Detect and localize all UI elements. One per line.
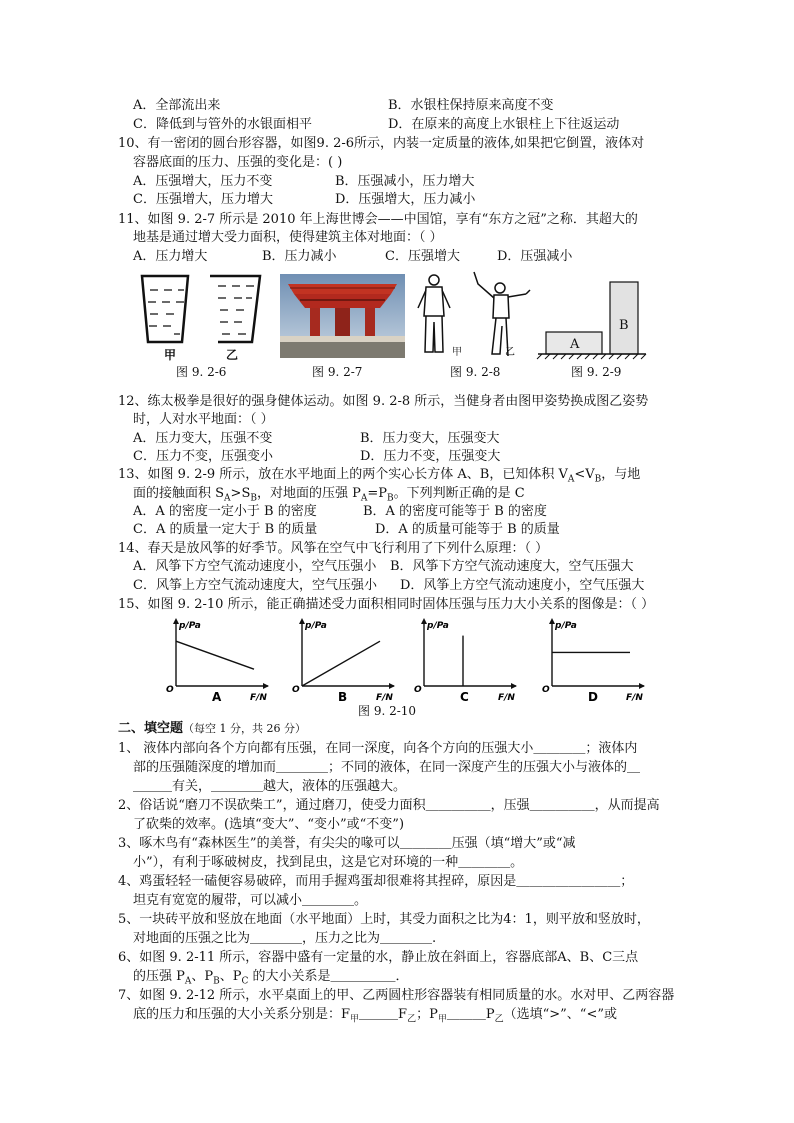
chart-A-origin: O — [166, 685, 174, 695]
q13-p-sub-b: B — [387, 493, 394, 504]
q14-option-a: A．风筝下方空气流动速度小，空气压强小 — [133, 559, 377, 574]
fill1-line1: 1、 液体内部向各个方向都有压强，在同一深度，向各个方向的压强大小＿＿＿＿；液体内 — [118, 741, 638, 756]
chart-B-xlabel: F/N — [376, 693, 393, 703]
q13-option-c: C．A 的质量一定大于 B 的质量 — [133, 522, 318, 537]
q13-line2-mid: ，对地面的压强 P — [256, 486, 361, 501]
q13-option-b: B．A 的密度可能等于 B 的密度 — [363, 504, 547, 519]
fill6-sub-a: A — [184, 976, 192, 987]
q13-line1-text: 13、如图 9. 2-9 所示，放在水平地面上的两个实心长方体 A、B，已知体积 V — [118, 467, 568, 482]
section-2-title-text: 二、填空题 — [118, 721, 184, 736]
fill2-line2: 了砍柴的效率。(选填“变大”、“变小”或“不变”) — [133, 817, 405, 832]
chart-B-series-line — [302, 641, 380, 686]
fill7-m1: ＿＿＿F — [359, 1007, 408, 1022]
q13-line1-end: ，与地 — [601, 467, 641, 482]
chart-B-label: B — [338, 690, 348, 704]
caption-9-2-6: 图 9. 2-6 — [176, 365, 227, 379]
q13-s-sub-a: A — [224, 493, 231, 504]
section-2-title — [118, 720, 306, 738]
fill6-m2: 、P — [219, 969, 242, 984]
fill6-sub-b: B — [213, 976, 220, 987]
fill6-sub-c: C — [241, 976, 249, 987]
q11-option-a: A．压力增大 — [133, 249, 208, 264]
chart-A-xlabel: F/N — [250, 693, 267, 703]
fill3-line2: 小”），有利于啄破树皮，找到昆虫，这是它对环境的一种＿＿＿＿。 — [133, 855, 524, 870]
fill5-line2: 对地面的压强之比为＿＿＿＿，压力之比为＿＿＿＿. — [133, 931, 437, 946]
fill6-line2-end: 的大小关系是＿＿＿＿＿． — [248, 969, 409, 984]
caption-9-2-10: 图 9. 2-10 — [358, 704, 417, 718]
q15-line1: 15、如图 9. 2-10 所示，能正确描述受力面积相同时固体压强与压力大小关系的图像是：（ ） — [118, 597, 655, 612]
q10-line2: 容器底面的压力、压强的变化是：( ) — [133, 155, 343, 170]
q13-p-sub-a: A — [360, 493, 368, 504]
fill7-sub-yi2: 乙 — [494, 1014, 504, 1025]
q14-option-d: D．风筝上方空气流动速度小，空气压强大 — [400, 578, 645, 593]
fill7-m3: ＿＿＿P — [446, 1007, 495, 1022]
chart-D-xlabel: F/N — [626, 693, 643, 703]
q14-option-b: B．风筝下方空气流动速度大，空气压强大 — [390, 559, 634, 574]
label-jia-928: 甲 — [452, 347, 462, 358]
q10-option-b: B．压强减小，压力增大 — [335, 174, 475, 189]
q12-option-a: A．压力变大，压强不变 — [133, 431, 273, 446]
chart-D-label: D — [588, 690, 598, 704]
label-yi-926: 乙 — [226, 348, 239, 362]
figure-9-2-10-charts — [160, 614, 643, 704]
fill7-sub-yi: 乙 — [407, 1014, 417, 1025]
chart-A-ylabel: p/Pa — [179, 621, 201, 631]
q14-option-c: C．风筝上方空气流动速度大，空气压强小 — [133, 578, 377, 593]
fill6-m1: 、P — [191, 969, 214, 984]
label-yi-928: 乙 — [505, 347, 515, 358]
q10-option-c: C．压强增大，压力增大 — [133, 192, 273, 207]
fill2-line1: 2、俗话说“磨刀不误砍柴工”，通过磨刀，使受力面积＿＿＿＿＿，压强＿＿＿＿＿，从而提高 — [118, 798, 660, 813]
q14-line1: 14、春天是放风筝的好季节。风筝在空气中飞行利用了下列什么原理：（ ） — [118, 541, 549, 556]
fill1-line3: ＿＿＿有关，＿＿＿＿越大，液体的压强越大。 — [133, 779, 407, 794]
fill7-line2 — [133, 1006, 617, 1029]
q10-option-d: D．压强增大，压力减小 — [335, 192, 476, 207]
fill4-line1: 4、鸡蛋轻轻一磕便容易破碎，而用手握鸡蛋却很难将其捏碎，原因是＿＿＿＿＿＿＿＿； — [118, 874, 634, 889]
person-jia — [418, 275, 450, 352]
chart-D-x-arrow — [639, 683, 645, 689]
q12-option-b: B．压力变大，压强变大 — [360, 431, 500, 446]
chart-D-origin: O — [542, 685, 550, 695]
q13-eq: =P — [367, 486, 388, 501]
option-a: A．全部流出来 — [133, 98, 221, 113]
container-jia — [142, 276, 188, 342]
chart-A-label: A — [212, 690, 222, 704]
q11-option-d: D．压强减小 — [497, 249, 573, 264]
chart-C-xlabel: F/N — [498, 693, 515, 703]
container-yi — [210, 276, 260, 342]
fill1-line2: 部的压强随深度的增加而＿＿＿＿；不同的液体，在同一深度产生的压强大小与液体的＿ — [133, 760, 641, 775]
q13-line2-pre: 面的接触面积 S — [133, 486, 225, 501]
q13-option-a: A．A 的密度一定小于 B 的密度 — [133, 504, 317, 519]
chart-B-ylabel: p/Pa — [305, 621, 327, 631]
fill7-sub-jia: 甲 — [350, 1014, 360, 1025]
label-jia-926: 甲 — [164, 348, 177, 362]
fill7-sub-jia2: 甲 — [437, 1014, 447, 1025]
fill5-line1: 5、一块砖平放和竖放在地面（水平地面）上时，其受力面积之比为4：1，则平放和竖放时， — [118, 912, 650, 927]
chart-C-ylabel: p/Pa — [427, 621, 449, 631]
q12-line1: 12、练太极拳是很好的强身健体运动。如图 9. 2-8 所示，当健身者由图甲姿势换成图乙姿势 — [118, 394, 649, 409]
q13-option-d: D．A 的质量可能等于 B 的质量 — [375, 522, 560, 537]
chart-C-origin: O — [414, 685, 422, 695]
section-2-note: （每空 1 分，共 26 分） — [183, 722, 306, 735]
fill6-line1: 6、如图 9. 2-11 所示，容器中盛有一定量的水，静止放在斜面上，容器底部A、B、C三点 — [118, 950, 639, 965]
q11-line1: 11、如图 9. 2-7 所示是 2010 年上海世博会——中国馆，享有“东方之冠”之称．其超大的 — [118, 212, 638, 227]
fill3-line1: 3、啄木鸟有“森林医生”的美誉，有尖尖的喙可以＿＿＿＿压强（填“增大”或“减 — [118, 836, 576, 851]
fill7-line1: 7、如图 9. 2-12 所示，水平桌面上的甲、乙两圆柱形容器装有相同质量的水。水对甲、乙两容器 — [118, 988, 675, 1003]
q13-gt: >S — [230, 486, 251, 501]
figure-9-2-9-blocks — [536, 278, 648, 360]
label-block-b: B — [619, 318, 629, 333]
chart-C-x-arrow — [511, 683, 517, 689]
chart-A-series-line — [176, 641, 254, 669]
q12-option-d: D．压力不变，压强变大 — [360, 449, 501, 464]
q10-option-a: A．压强增大，压力不变 — [133, 174, 273, 189]
option-b: B．水银柱保持原来高度不变 — [388, 98, 554, 113]
q11-line2: 地基是通过增大受力面积，使得建筑主体对地面：（ ） — [133, 230, 443, 245]
fill7-line2-end: （选填“>”、“<”或 — [503, 1007, 617, 1022]
option-d: D．在原来的高度上水银柱上下往返运动 — [388, 117, 620, 132]
fill7-m2: ；P — [416, 1007, 438, 1022]
q13-line2-end: 。下列判断正确的是 C — [393, 486, 525, 501]
caption-9-2-8: 图 9. 2-8 — [450, 365, 501, 379]
q13-lt: <V — [574, 467, 595, 482]
chart-D-ylabel: p/Pa — [555, 621, 577, 631]
figure-9-2-7-china-pavilion — [280, 274, 405, 358]
label-block-a: A — [570, 337, 580, 352]
caption-9-2-9: 图 9. 2-9 — [571, 365, 622, 379]
fill4-line2: 坦克有宽宽的履带，可以减小＿＿＿＿。 — [133, 893, 368, 908]
chart-A-x-arrow — [263, 683, 269, 689]
q13-sub-b: B — [594, 474, 602, 485]
q12-option-c: C．压力不变，压强变小 — [133, 449, 273, 464]
person-yi — [474, 272, 530, 356]
fill6-line2-pre: 的压强 P — [133, 969, 185, 984]
q11-option-c: C．压强增大 — [385, 249, 460, 264]
chart-B-x-arrow — [389, 683, 395, 689]
figure-9-2-6 — [136, 272, 266, 360]
chart-B-origin: O — [292, 685, 300, 695]
q13-s-sub-b: B — [250, 493, 257, 504]
q11-option-b: B．压力减小 — [262, 249, 337, 264]
fill7-line2-pre: 底的压力和压强的大小关系分别是：F — [133, 1007, 351, 1022]
caption-9-2-7: 图 9. 2-7 — [312, 365, 363, 379]
q13-sub-a: A — [567, 474, 575, 485]
chart-C-label: C — [460, 690, 469, 704]
q12-line2: 时，人对水平地面：（ ） — [133, 412, 274, 427]
q10-line1: 10、有一密闭的圆台形容器，如图9. 2-6所示，内装一定质量的液体,如果把它倒置，液体对 — [118, 136, 645, 151]
option-c: C．降低到与管外的水银面相平 — [133, 117, 312, 132]
